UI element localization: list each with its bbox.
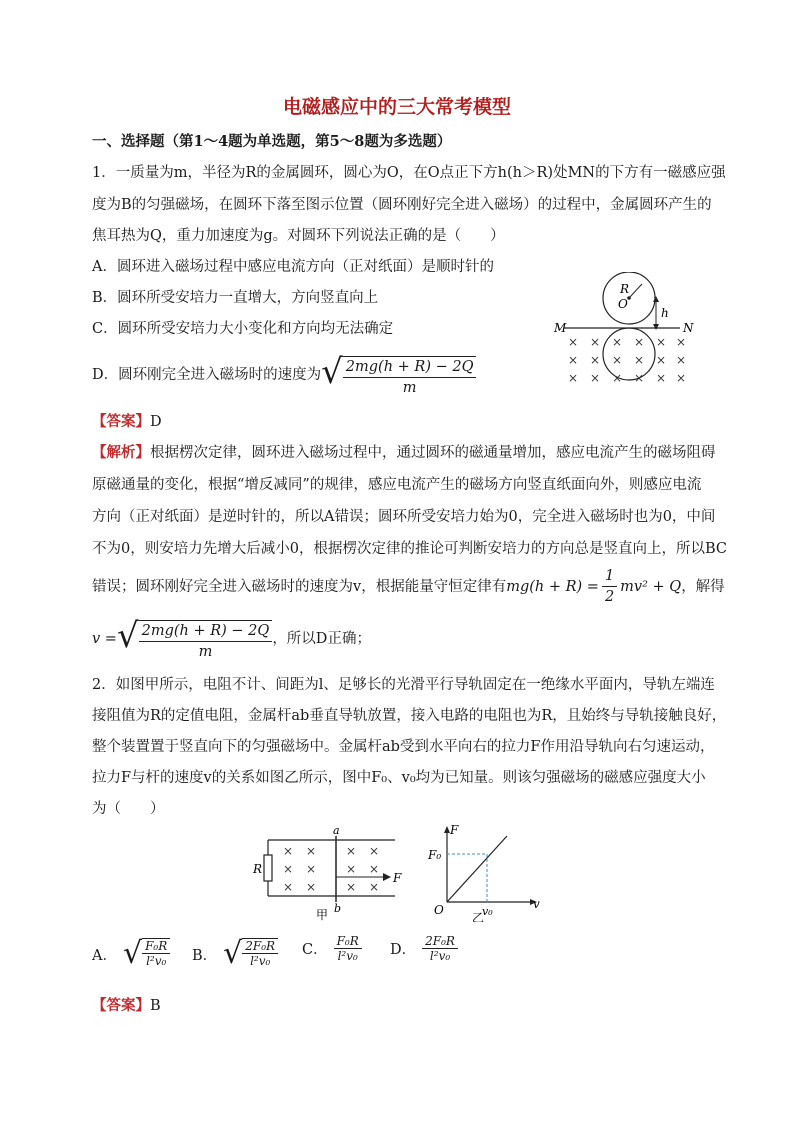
svg-text:×: ×	[346, 862, 357, 876]
svg-text:×: ×	[283, 844, 294, 858]
q1-answer-tag: 【答案】	[92, 413, 150, 430]
svg-text:×: ×	[568, 335, 579, 349]
q1-sqrt-numerator: 2mg(h + R) − 2Q	[343, 357, 477, 378]
q2-option-d	[390, 934, 458, 963]
q2-option-d-den: l²v₀	[429, 949, 451, 963]
svg-text:×: ×	[568, 353, 579, 367]
svg-text:×: ×	[369, 880, 380, 894]
q1-stem-line-1: 1．一质量为m，半径为R的金属圆环，圆心为O，在O点正下方h(h＞R)处MN的下方有一磁感应强	[92, 165, 726, 181]
q2-answer-tag: 【答案】	[92, 997, 150, 1014]
svg-text:×: ×	[634, 371, 645, 385]
q1-option-c: C．圆环所受安培力大小变化和方向均无法确定	[92, 321, 394, 337]
page-title: 电磁感应中的三大常考模型	[282, 96, 511, 118]
svg-text:×: ×	[306, 880, 317, 894]
energy-eq-half-den: 2	[604, 589, 615, 605]
svg-text:×: ×	[612, 371, 623, 385]
svg-text:×: ×	[346, 880, 357, 894]
q1-option-d-text: D．圆环刚完全进入磁场时的速度为	[92, 367, 322, 383]
q1-analysis-text-6: ，所以D正确；	[272, 631, 371, 647]
q1-analysis-line-6	[92, 616, 371, 662]
q1-analysis-line-5	[92, 566, 725, 607]
q1-sqrt-denominator: m	[402, 380, 417, 396]
q1-answer	[92, 412, 162, 432]
energy-eq-right: mv² + Q	[620, 578, 682, 595]
q2-fig2-label-o: O	[434, 903, 444, 917]
q2-stem-line-5: 为（ ）	[92, 801, 165, 817]
q2-figure-yi	[425, 822, 545, 922]
q2-stem-line-1: 2．如图甲所示，电阻不计、间距为l、足够长的光滑平行导轨固定在一绝缘水平面内，导轨左端连	[92, 677, 715, 693]
q1-analysis-tag: 【解析】	[92, 444, 150, 461]
q2-option-a: A． √ $\frac{\text{F₀R}}{\text{l²v₀}}$	[92, 934, 170, 974]
q1-fig-label-n: N	[683, 321, 694, 335]
q1-fig-label-h: h	[661, 306, 669, 320]
q2-fig1-label-a: a	[333, 824, 340, 837]
q2-fig1-label-r: R	[253, 862, 263, 876]
svg-text:×: ×	[568, 371, 579, 385]
q2-stem-line-4: 拉力F与杆的速度v的关系如图乙所示，图中F₀、v₀均为已知量。则该匀强磁场的磁感应强度大小	[92, 770, 706, 786]
q2-option-b-label: B．	[192, 947, 218, 964]
svg-text:×: ×	[369, 844, 380, 858]
q1-option-d-formula: √ $\frac{2mg(h + R) - 2Q}{m}$	[321, 352, 476, 398]
q2-option-c	[302, 934, 362, 963]
energy-eq-left: mg(h + R) =	[506, 578, 599, 595]
q2-fig2-label-v: v	[533, 897, 540, 911]
q2-option-d-num: 2F₀R	[422, 934, 458, 949]
q2-fig2-label-f0: F₀	[428, 848, 442, 862]
svg-text:×: ×	[283, 880, 294, 894]
q1-answer-value: D	[150, 414, 162, 430]
svg-text:×: ×	[656, 353, 667, 367]
q2-option-c-num: F₀R	[334, 934, 362, 949]
q1-analysis-text-1: 根据楞次定律，圆环进入磁场过程中，通过圆环的磁通量增加，感应电流产生的磁场阻碍	[150, 445, 716, 461]
q1-option-d	[92, 352, 476, 398]
svg-text:×: ×	[306, 862, 317, 876]
q2-stem-line-3: 整个装置置于竖直向下的匀强磁场中。金属杆ab受到水平向右的拉力F作用沿导轨向右匀速运动，	[92, 739, 715, 755]
q1-option-b: B．圆环所受安培力一直增大，方向竖直向上	[92, 290, 379, 306]
q1-analysis-line-1	[92, 443, 716, 463]
q2-answer	[92, 996, 161, 1016]
svg-text:×: ×	[612, 353, 623, 367]
q2-option-b: B． √ $\frac{\text{2F₀R}}{\text{l²v₀}}$	[192, 934, 278, 974]
section-heading: 一、选择题（第1～4题为单选题，第5～8题为多选题）	[92, 133, 452, 150]
q1-stem-line-3: 焦耳热为Q，重力加速度为g。对圆环下列说法正确的是（ ）	[92, 228, 505, 244]
q1-analysis-text-5b: ，解得	[681, 578, 725, 595]
svg-text:×: ×	[369, 862, 380, 876]
q2-option-a-num: F₀R	[142, 939, 170, 954]
q1-analysis-line-4: 不为0，则安培力先增大后减小0，根据楞次定律的推论可判断安培力的方向总是竖直向上，所以BC	[92, 541, 727, 557]
q2-figure-jia	[250, 822, 410, 922]
q1-figure	[550, 272, 710, 390]
svg-text:×: ×	[656, 371, 667, 385]
q2-fig2-label-f: F	[450, 823, 459, 837]
q2-stem-line-2: 接阻值为R的定值电阻，金属杆ab垂直导轨放置，接入电路的电阻也为R，且始终与导轨接触良好，	[92, 708, 727, 724]
q1-analysis-text-5: 错误；圆环刚好完全进入磁场时的速度为v，根据能量守恒定律有	[92, 578, 507, 595]
svg-text:×: ×	[306, 844, 317, 858]
svg-text:×: ×	[634, 335, 645, 349]
q1-fig-label-m: M	[554, 321, 567, 335]
q2-fig2-caption: 乙	[472, 911, 485, 922]
svg-text:×: ×	[590, 353, 601, 367]
q2-option-a-den: l²v₀	[146, 954, 167, 968]
energy-eq-half	[602, 566, 617, 607]
q1-fig-label-r: R	[620, 282, 630, 296]
q2-answer-value: B	[150, 998, 161, 1014]
q1-analysis-line-2: 原磁通量的变化，根据“增反减同”的规律，感应电流产生的磁场方向竖直纸面向外，则感应电流	[92, 477, 702, 493]
q1-analysis-line-3: 方向（正对纸面）是逆时针的，所以A错误；圆环所受安培力始为0，完全进入磁场时也为0，中间	[92, 509, 716, 525]
q2-option-a-label: A．	[92, 947, 117, 964]
q2-fig1-label-f: F	[393, 871, 402, 885]
energy-eq-half-num: 1	[602, 566, 617, 587]
svg-text:×: ×	[346, 844, 357, 858]
q2-fig1-label-b: b	[334, 902, 342, 915]
q2-option-b-den: l²v₀	[250, 954, 271, 968]
v-eq-denominator: m	[198, 644, 213, 660]
q2-option-c-label: C．	[302, 942, 328, 958]
v-eq-formula: √ $\frac{2mg(h + R) - 2Q}{m}$	[117, 616, 272, 662]
q2-option-d-label: D．	[390, 942, 417, 958]
svg-text:×: ×	[612, 335, 623, 349]
svg-text:×: ×	[590, 371, 601, 385]
v-eq-numerator: 2mg(h + R) − 2Q	[139, 621, 273, 642]
svg-text:×: ×	[676, 335, 687, 349]
svg-text:×: ×	[656, 335, 667, 349]
q1-stem-line-2: 度为B的匀强磁场，在圆环下落至图示位置（圆环刚好完全进入磁场）的过程中，金属圆环产生的	[92, 197, 712, 213]
v-eq-lhs: v =	[92, 631, 117, 647]
q1-fig-label-o: O	[618, 297, 628, 311]
svg-text:×: ×	[634, 353, 645, 367]
q1-option-a: A．圆环进入磁场过程中感应电流方向（正对纸面）是顺时针的	[92, 259, 494, 275]
svg-text:×: ×	[676, 353, 687, 367]
svg-text:×: ×	[676, 371, 687, 385]
svg-text:×: ×	[590, 335, 601, 349]
q2-option-b-num: 2F₀R	[242, 939, 278, 954]
q2-fig2-label-v0: v₀	[482, 905, 493, 918]
q2-fig1-caption: 甲	[316, 908, 329, 922]
q2-option-c-den: l²v₀	[337, 949, 358, 963]
svg-text:×: ×	[283, 862, 294, 876]
